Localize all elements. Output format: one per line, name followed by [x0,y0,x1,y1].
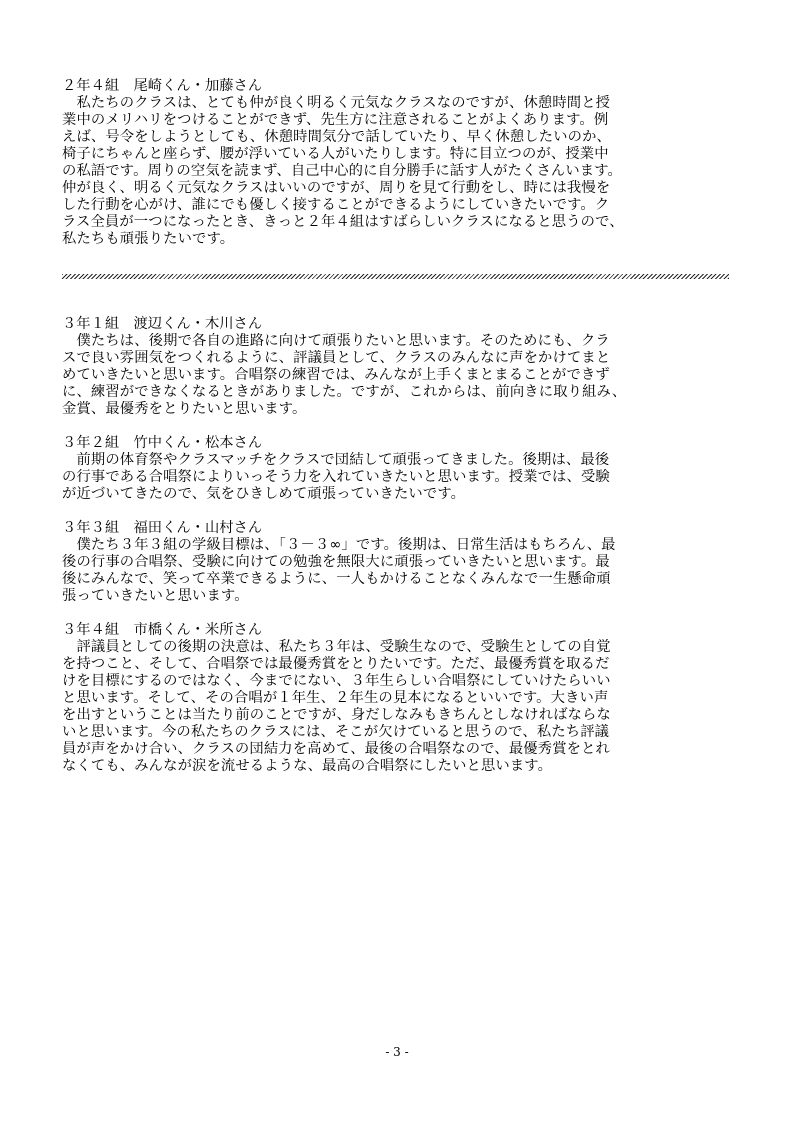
section-heading: ３年１組 渡辺くん・木川さん [62,316,263,332]
section-heading: ３年３組 福田くん・山村さん [62,520,263,536]
paragraph-line: 評議員としての後期の決意は、私たち３年は、受験生なので、受験生としての自覚 [62,639,611,655]
section-3-2 [62,435,732,503]
paragraph-line: を持つこと、そして、合唱祭では最優秀賞をとりたいです。ただ、最優秀賞を取るだ [62,656,610,672]
paragraph-line: が近づいてきたので、気をひきしめて頑張っていきたいです。 [62,486,466,502]
paragraph-line: 私たちのクラスは、とても仲が良く明るく元気なクラスなのですが、休憩時間と授 [62,95,611,111]
paragraph-line: なくても、みんなが涙を流せるような、最高の合唱祭にしたいと思います。 [62,758,553,774]
paragraph-line: の私語です。周りの空気を読まず、自己中心的に自分勝手に話す人がたくさんいます。 [62,163,622,179]
section-heading: ３年２組 竹中くん・松本さん [62,435,263,451]
paragraph-line: めていきたいと思います。合唱祭の練習では、みんなが上手くまとまることができず [62,367,610,383]
paragraph-line: 前期の体育祭やクラスマッチをクラスで団結して頑張ってきました。後期は、最後 [62,452,610,468]
section-3-3 [62,520,732,605]
section-paragraph [62,452,732,503]
paragraph-line: スで良い雰囲気をつくれるように、評議員として、クラスのみんなに声をかけてまと [62,350,611,366]
paragraph-line: けを目標にするのではなく、今までにない、３年生らしい合唱祭にしていけたらいい [62,673,611,689]
paragraph-line: 張っていきたいと思います。 [62,588,249,604]
paragraph-line: と思います。そして、その合唱が１年生、２年生の見本になるといいです。大きい声 [62,690,609,706]
paragraph-line: 僕たち３年３組の学級目標は、「３－３∞」です。後期は、日常生活はもちろん、最 [62,537,616,553]
document-body [62,78,732,775]
hatched-divider [62,274,729,279]
paragraph-line: を出すということは当たり前のことですが、身だしなみもきちんとしなければならな [62,707,611,723]
section-paragraph [62,537,732,605]
paragraph-line: えば、号令をしようとしても、休憩時間気分で話していたり、早く休憩したいのか、 [62,129,611,145]
section-3-4 [62,622,732,775]
section-heading: ２年４組 尾崎くん・加藤さん [62,78,263,94]
paragraph-line: に、練習ができなくなるときがありました。ですが、これからは、前向きに取り組み、 [62,384,627,400]
paragraph-line: 金賞、最優秀をとりたいと思います。 [62,401,307,417]
paragraph-line: 後にみんなで、笑って卒業できるように、一人もかけることなくみんなで一生懸命頑 [62,571,611,587]
paragraph-line: の行事である合唱祭によりいっそう力を入れていきたいと思います。授業では、受験 [62,469,610,485]
paragraph-line: 員が声をかけ合い、クラスの団結力を高めて、最後の合唱祭なので、最優秀賞をとれ [62,741,610,757]
section-paragraph [62,639,732,775]
paragraph-line: ラス全員が一つになったとき、きっと２年４組はすばらしいクラスになると思うので、 [62,214,624,230]
paragraph-line: 仲が良く、明るく元気なクラスはいいのですが、周りを見て行動をし、時には我慢を [62,180,611,196]
page-number: - 3 - [385,1045,409,1059]
paragraph-line: 業中のメリハリをつけることができず、先生方に注意されることがよくあります。例 [62,112,609,128]
paragraph-line: 後の行事の合唱祭、受験に向けての勉強を無限大に頑張っていきたいと思います。最 [62,554,610,570]
section-3-1 [62,316,732,418]
section-paragraph [62,95,732,248]
paragraph-line: 僕たちは、後期で各自の進路に向けて頑張りたいと思います。そのためにも、クラ [62,333,610,349]
paragraph-line: いと思います。今の私たちのクラスには、そこが欠けていると思うので、私たち評議 [62,724,610,740]
paragraph-line: 椅子にちゃんと座らず、腰が浮いている人がいたりします。特に目立つのが、授業中 [62,146,609,162]
section-heading: ３年４組 市橋くん・米所さん [62,622,263,638]
section-paragraph [62,333,732,418]
section-2-4 [62,78,732,248]
paragraph-line: 私たちも頑張りたいです。 [62,231,235,247]
paragraph-line: した行動を心がけ、誰にでも優しく接することができるようにしていきたいです。ク [62,197,610,213]
